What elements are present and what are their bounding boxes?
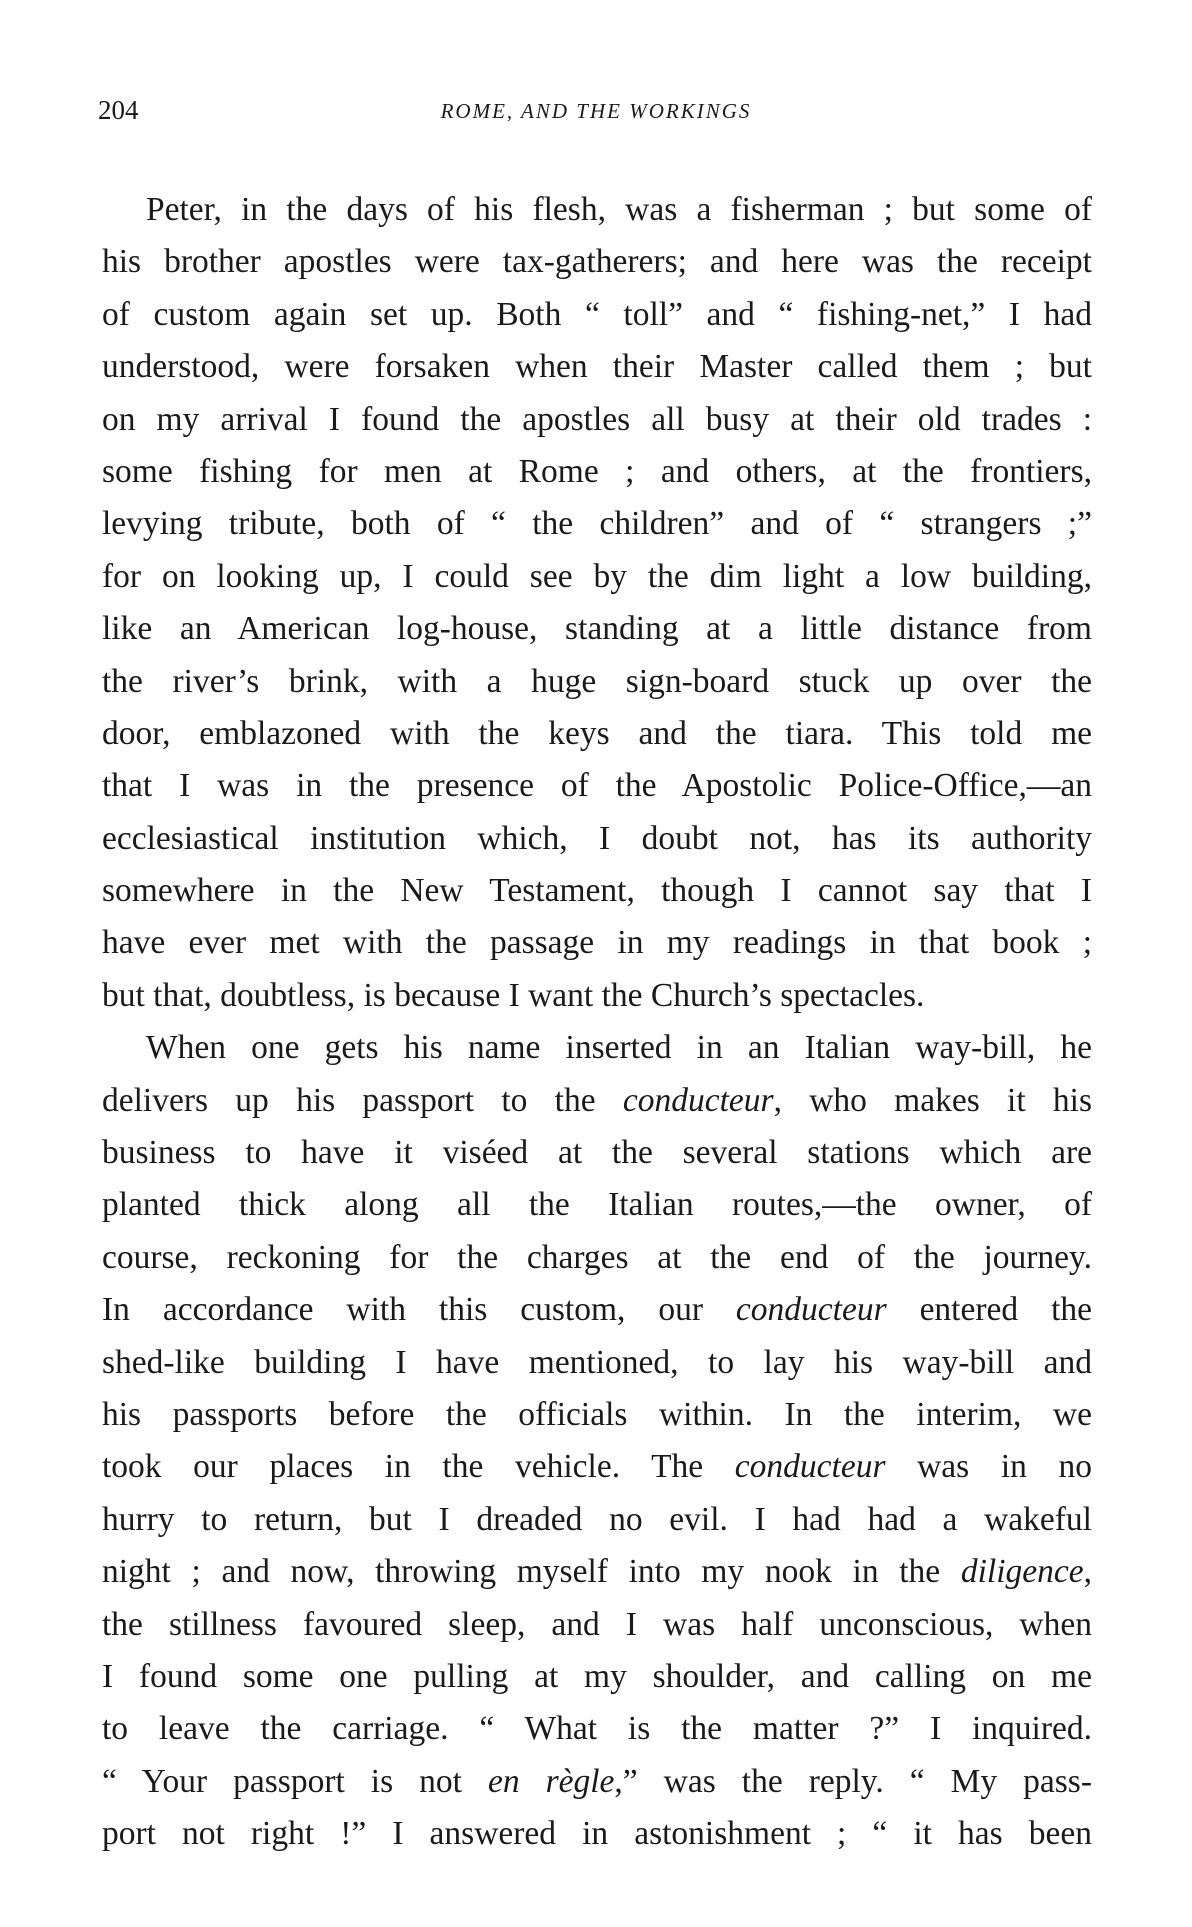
text-line bbox=[102, 1075, 1092, 1127]
text-line bbox=[102, 1284, 1092, 1336]
paragraph bbox=[102, 184, 1092, 1022]
text-line bbox=[102, 656, 1092, 708]
text-segment: to leave the carriage. “ What is the matter ?” I inquired. bbox=[102, 1710, 1092, 1748]
text-line bbox=[102, 289, 1092, 341]
text-line bbox=[102, 1599, 1092, 1651]
text-line bbox=[102, 184, 1092, 236]
text-segment: ecclesiastical institution which, I doubt not, has its authority bbox=[102, 819, 1092, 857]
text-line bbox=[102, 1703, 1092, 1755]
italic-text: conducteur bbox=[735, 1291, 887, 1329]
text-line bbox=[102, 1127, 1092, 1179]
italic-text: conducteur bbox=[734, 1448, 886, 1486]
paragraph bbox=[102, 1022, 1092, 1860]
text-line bbox=[102, 498, 1092, 550]
text-segment: hurry to return, but I dreaded no evil. I had had a wakeful bbox=[102, 1500, 1092, 1538]
text-segment: When one gets his name inserted in an Italian way-bill, he bbox=[146, 1029, 1092, 1067]
text-segment: the river’s brink, with a huge sign-board stuck up over the bbox=[102, 662, 1092, 700]
text-segment: the stillness favoured sleep, and I was half unconscious, when bbox=[102, 1605, 1092, 1643]
text-line bbox=[102, 1022, 1092, 1074]
text-segment: somewhere in the New Testament, though I cannot say that I bbox=[102, 872, 1092, 910]
text-line bbox=[102, 394, 1092, 446]
text-line bbox=[102, 603, 1092, 655]
text-line bbox=[102, 865, 1092, 917]
text-segment: In accordance with this custom, our bbox=[102, 1291, 736, 1329]
text-line bbox=[102, 760, 1092, 812]
text-line bbox=[102, 1232, 1092, 1284]
text-line bbox=[102, 1651, 1092, 1703]
text-line bbox=[102, 236, 1092, 288]
text-segment: course, reckoning for the charges at the end of the journey. bbox=[102, 1238, 1092, 1276]
text-segment: his passports before the officials within. In the interim, we bbox=[102, 1395, 1092, 1433]
text-segment: like an American log-house, standing at a little distance from bbox=[102, 610, 1092, 648]
text-segment: his brother apostles were tax-gatherers; and here was the receipt bbox=[102, 243, 1092, 281]
text-line bbox=[102, 1337, 1092, 1389]
text-segment: , bbox=[1083, 1553, 1092, 1591]
text-segment: was in no bbox=[885, 1448, 1092, 1486]
text-line bbox=[102, 1756, 1092, 1808]
text-line bbox=[102, 551, 1092, 603]
text-line bbox=[102, 1389, 1092, 1441]
text-segment: Peter, in the days of his flesh, was a fisherman ; but some of bbox=[146, 191, 1092, 228]
text-segment: but that, doubtless, is because I want the Church’s spectacles. bbox=[102, 976, 925, 1014]
text-line bbox=[102, 446, 1092, 498]
body-text bbox=[102, 184, 1092, 1861]
text-segment: entered the bbox=[886, 1291, 1092, 1329]
text-segment: delivers up his passport to the bbox=[102, 1081, 623, 1119]
text-line bbox=[102, 970, 1092, 1022]
text-segment: understood, were forsaken when their Master called them ; but bbox=[102, 348, 1092, 386]
text-line bbox=[102, 341, 1092, 393]
text-segment: , who makes it his bbox=[773, 1081, 1092, 1119]
text-line bbox=[102, 1441, 1092, 1493]
italic-text: diligence bbox=[960, 1553, 1084, 1591]
text-segment: ,” was the reply. “ My pass- bbox=[614, 1762, 1092, 1800]
text-segment: port not right !” I answered in astonishment ; “ it has been bbox=[102, 1815, 1092, 1853]
text-line bbox=[102, 917, 1092, 969]
italic-text: conducteur bbox=[622, 1081, 774, 1119]
text-segment: levying tribute, both of “ the children” and of “ strangers ;” bbox=[102, 505, 1092, 543]
text-segment: I found some one pulling at my shoulder, and calling on me bbox=[102, 1657, 1092, 1695]
text-segment: “ Your passport is not bbox=[102, 1762, 488, 1800]
text-segment: business to have it viséed at the several stations which are bbox=[102, 1134, 1092, 1172]
text-segment: planted thick along all the Italian routes,—the owner, of bbox=[102, 1186, 1092, 1224]
text-segment: for on looking up, I could see by the dim light a low building, bbox=[102, 557, 1092, 595]
text-line bbox=[102, 1179, 1092, 1231]
text-line bbox=[102, 1494, 1092, 1546]
text-line bbox=[102, 1808, 1092, 1860]
text-segment: have ever met with the passage in my readings in that book ; bbox=[102, 924, 1092, 962]
text-line bbox=[102, 1546, 1092, 1598]
text-segment: of custom again set up. Both “ toll” and “ fishing-net,” I had bbox=[102, 295, 1092, 333]
text-segment: took our places in the vehicle. The bbox=[102, 1448, 735, 1486]
text-segment: door, emblazoned with the keys and the tiara. This told me bbox=[102, 714, 1092, 752]
text-segment: shed-like building I have mentioned, to lay his way-bill and bbox=[102, 1343, 1092, 1381]
text-segment: that I was in the presence of the Apostolic Police-Office,—an bbox=[102, 767, 1092, 805]
italic-text: en règle bbox=[487, 1762, 615, 1800]
text-segment: some fishing for men at Rome ; and others, at the frontiers, bbox=[102, 452, 1092, 490]
text-line bbox=[102, 813, 1092, 865]
text-segment: night ; and now, throwing myself into my nook in the bbox=[102, 1553, 961, 1591]
text-segment: on my arrival I found the apostles all busy at their old trades : bbox=[102, 400, 1092, 438]
running-head: ROME, AND THE WORKINGS bbox=[440, 99, 752, 123]
page-number: 204 bbox=[98, 95, 139, 125]
text-line bbox=[102, 708, 1092, 760]
